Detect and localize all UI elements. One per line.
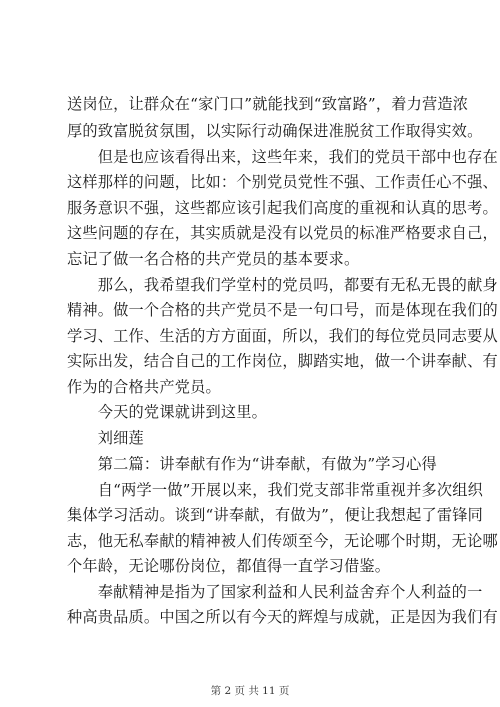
text-line: 厚的致富脱贫氛围，以实际行动确保进准脱贫工作取得实效。 [67,122,483,140]
text-line: 自“两学一做”开展以来，我们党支部非常重视并多次组织 [67,481,484,499]
text-line: 奉献精神是指为了国家利益和人民利益舍弃个人利益的一 [67,583,483,601]
text-line: 种高贵品质。中国之所以有今天的辉煌与成就，正是因为我们有 [67,608,498,626]
text-line: 送岗位，让群众在“家门口”就能找到“致富路”，着力营造浓 [67,95,469,113]
text-line: 实际出发，结合自己的工作岗位，脚踏实地，做一个讲奉献、有 [67,352,498,370]
text-line: 服务意识不强，这些都应该引起我们高度的重视和认真的思考。 [67,199,498,217]
text-line: 那么，我希望我们学堂村的党员吗，都要有无私无畏的献身 [67,276,498,294]
text-line: 今天的党课就讲到这里。 [67,403,268,421]
page-number: 第 2 页 共 11 页 [210,685,290,697]
text-line: 学习、工作、生活的方方面面，所以，我们的每位党员同志要从 [67,327,498,345]
text-line: 但是也应该看得出来，这些年来，我们的党员干部中也存在 [67,148,498,166]
text-line: 这些问题的存在，其实质就是没有以党员的标准严格要求自己， [67,224,498,242]
text-line: 这样那样的问题，比如：个别党员党性不强、工作责任心不强、 [67,173,498,191]
text-line: 忘记了做一名合格的共产党员的基本要求。 [67,250,360,268]
author-line: 刘细莲 [67,429,144,447]
text-line: 作为的合格共产党员。 [67,378,221,396]
section-heading: 第二篇：讲奉献有作为“讲奉献，有做为”学习心得 [67,455,437,473]
text-line: 志，他无私奉献的精神被人们传颂至今，无论哪个时期，无论哪 [67,532,498,550]
text-line: 集体学习活动。谈到“讲奉献，有做为”，便让我想起了雷锋同 [67,506,484,524]
text-line: 精神。做一个合格的共产党员不是一句口号，而是体现在我们的 [67,301,498,319]
text-line: 个年龄，无论哪份岗位，都值得一直学习借鉴。 [67,557,391,575]
